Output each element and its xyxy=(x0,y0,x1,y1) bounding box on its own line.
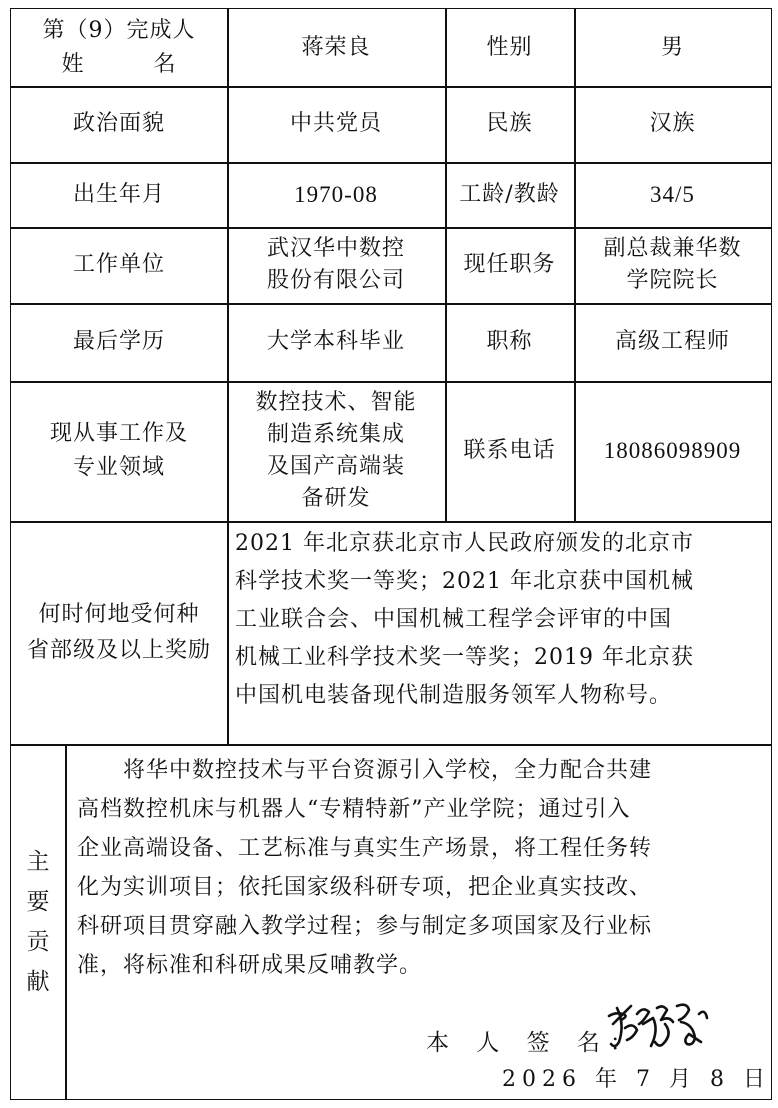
signature-scribble xyxy=(603,994,713,1056)
name-label-cell xyxy=(11,9,227,86)
award-form-table xyxy=(10,8,772,1100)
work-years-value: 34/5 xyxy=(650,181,695,207)
phone-value: 18086098909 xyxy=(603,438,742,463)
political-status-label: 政治面貌 xyxy=(72,111,165,136)
contribution-label xyxy=(11,744,65,1099)
title-value: 高级工程师 xyxy=(614,329,730,354)
work-years-label: 工龄/教龄 xyxy=(459,181,560,207)
education-value: 大学本科毕业 xyxy=(266,329,405,354)
row-divider xyxy=(11,744,771,746)
phone-label: 联系电话 xyxy=(463,438,556,463)
employer-value: 武汉华中数控 股份有限公司 xyxy=(266,236,405,293)
birth-date-label: 出生年月 xyxy=(72,181,165,207)
ethnicity-value: 汉族 xyxy=(649,111,696,136)
ethnicity-label: 民族 xyxy=(486,111,533,136)
contribution-label-char: 献 xyxy=(26,968,50,995)
contribution-label-char: 贡 xyxy=(26,928,50,955)
field-label: 现从事工作及 专业领域 xyxy=(49,421,188,480)
field-value: 数控技术、智能 制造系统集成 及国产高端装 备研发 xyxy=(255,390,417,511)
awards-text: 2021 年北京获北京市人民政府颁发的北京市 科学技术奖一等奖；2021 年北京获中国机械 工业联合会、中国机械工程学会评审的中国 机械工业科学技术奖一等奖；2019 年北京获 中国机电装备现代制造服务领军人物称号。 xyxy=(235,531,694,708)
awards-label: 何时何地受何种 省部级及以上奖励 xyxy=(26,601,211,663)
contribution-text: 将华中数控技术与平台资源引入学校，全力配合共建 高档数控机床与机器人“专精特新”产业学院；通过引入 企业高端设备、工艺标准与真实生产场景，将工程任务转 化为实训项目；依托国家级科研专项，把企业真实技改、 科研项目贯穿融入教学过程；参与制定多项国家及行业标 准，将标准和科研成果反哺教学。 xyxy=(77,758,653,978)
name-value: 蒋荣良 xyxy=(301,34,371,60)
col-divider xyxy=(65,744,67,1099)
gender-label: 性别 xyxy=(486,34,533,60)
position-label: 现任职务 xyxy=(463,252,556,277)
political-status-value: 中共党员 xyxy=(289,111,382,136)
col-divider xyxy=(227,521,229,744)
sign-date: 2026 年 7 月 8 日 xyxy=(502,1067,771,1092)
contribution-label-char: 要 xyxy=(26,888,50,915)
signature-label: 本 人 签 名： xyxy=(426,1030,643,1056)
birth-date-value: 1970-08 xyxy=(294,181,378,207)
position-value: 副总裁兼华数 学院院长 xyxy=(603,236,742,293)
name-label-line2: 姓 名 xyxy=(61,51,177,77)
title-label: 职称 xyxy=(486,329,533,354)
employer-label: 工作单位 xyxy=(72,252,165,277)
contribution-label-char: 主 xyxy=(26,848,50,875)
name-label-line1: 第（9）完成人 xyxy=(42,17,196,43)
handwritten-signature xyxy=(603,994,713,1056)
gender-value: 男 xyxy=(660,34,684,60)
education-label: 最后学历 xyxy=(72,329,165,354)
